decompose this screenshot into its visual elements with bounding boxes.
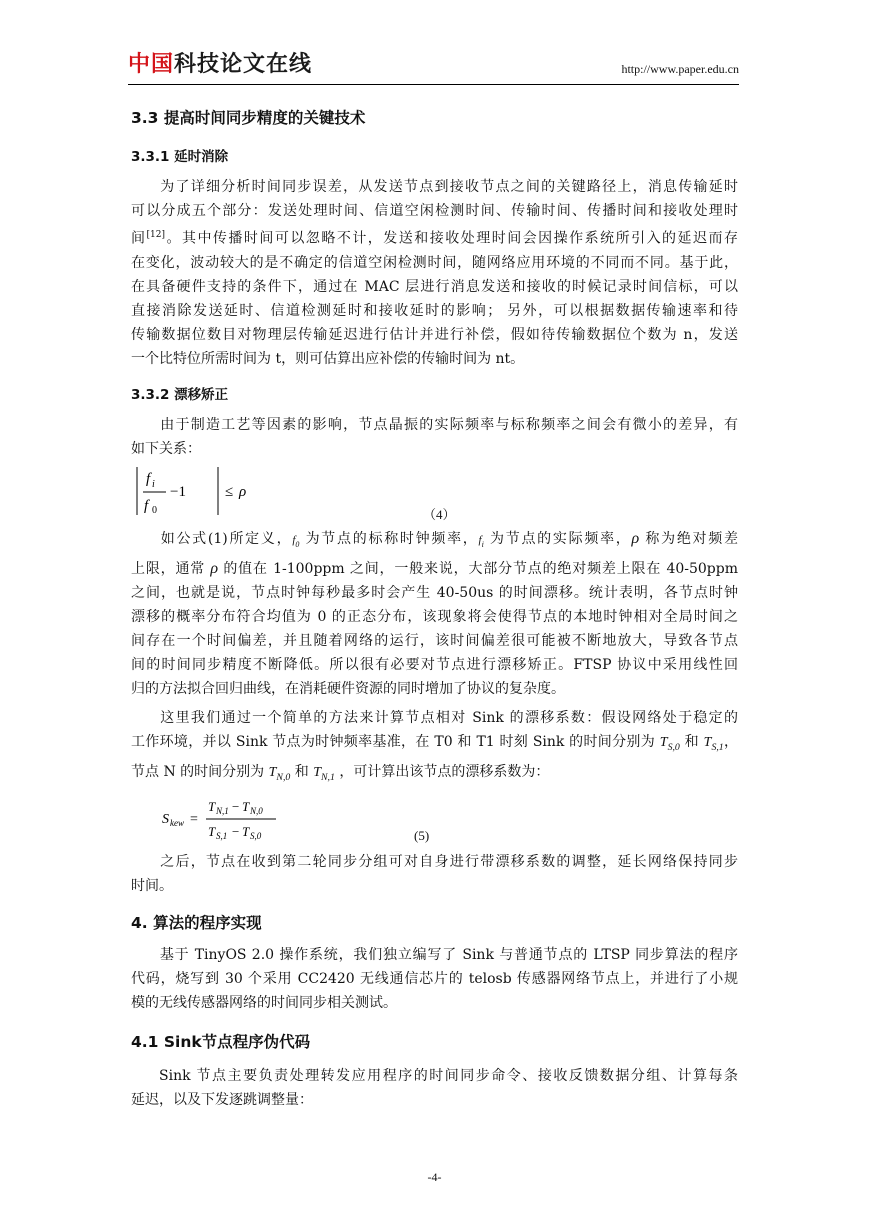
svg-text:−: − bbox=[232, 799, 240, 814]
text-line: 间存在一个时间偏差，并且随着网络的运行，该时间偏差很可能被不断地放大，导致各节点 bbox=[131, 632, 738, 649]
equation-4 bbox=[135, 465, 255, 517]
svg-text:kew: kew bbox=[170, 818, 184, 828]
header-rule bbox=[128, 84, 739, 85]
text-line: 为了详细分析时间同步误差，从发送节点到接收节点之间的关键路径上，消息传输延时 bbox=[159, 179, 738, 195]
text-line: 模的无线传感器网络的时间同步相关测试。 bbox=[131, 995, 397, 1011]
equation-5 bbox=[160, 795, 290, 843]
section-3-3-1-title: 3.3.1 延时消除 bbox=[131, 149, 229, 165]
text-line: 归的方法拟合回归曲线，在消耗硬件资源的同时增加了协议的复杂度。 bbox=[131, 680, 565, 697]
text-line: 传输数据位数目对物理层传输延迟进行估计并进行补偿，假如待传输数据位个数为 n，发送 bbox=[131, 326, 738, 343]
text-line: 工作环境，并以 Sink 节点为时钟频率基准，在 T0 和 T1 时刻 Sink 的时间分别为 $T_{S,0}$ 和 $T_{S,1}$， bbox=[131, 734, 738, 753]
text-line: Sink 节点主要负责处理转发应用程序的时间同步命令、接收反馈数据分组、计算每条 bbox=[159, 1068, 738, 1084]
svg-text:T: T bbox=[208, 799, 216, 814]
section-3-3-2-title: 3.3.2 漂移矫正 bbox=[131, 387, 229, 403]
text-line: 可以分成五个部分：发送处理时间、信道空闲检测时间、传输时间、传播时间和接收处理时 bbox=[131, 203, 738, 219]
header-url[interactable]: http://www.paper.edu.cn bbox=[621, 62, 739, 76]
text-line: 如公式(1)所定义，$f_0$ 为节点的标称时钟频率，$f_i$ 为节点的实际频率，ρ 称为绝对频差 bbox=[159, 530, 739, 549]
svg-text:−: − bbox=[232, 824, 240, 839]
svg-text:f: f bbox=[144, 498, 149, 514]
svg-text:S,1: S,1 bbox=[216, 831, 228, 841]
text-line: 之后，节点在收到第二轮同步分组可对自身进行带漂移系数的调整，延长网络保持同步 bbox=[159, 854, 738, 870]
paragraph-skew-method bbox=[131, 706, 738, 790]
text-line: 在变化，波动较大的是不确定的信道空闲检测时间，随网络应用环境的不同而不同。基于此， bbox=[131, 254, 738, 271]
page-number: -4- bbox=[427, 1170, 442, 1184]
paragraph-sink-pseudocode bbox=[131, 1064, 738, 1112]
section-3-3-title: 3.3 提高时间同步精度的关键技术 bbox=[131, 109, 366, 127]
text-line: 如下关系： bbox=[131, 441, 201, 457]
paragraph-drift-definition bbox=[131, 527, 738, 701]
text-line: 延迟，以及下发逐跳调整量： bbox=[131, 1092, 313, 1108]
paragraph-implementation bbox=[131, 943, 738, 1015]
text-line: 漂移的概率分布符合均值为 0 的正态分布，该现象将会使得节点的本地时钟相对全局时间之 bbox=[131, 608, 738, 625]
section-4-title: 4. 算法的程序实现 bbox=[131, 914, 262, 932]
text-line: 间的时间同步精度不断降低。所以很有必要对节点进行漂移矫正。FTSP 协议中采用线性回 bbox=[131, 656, 738, 673]
text-line: 基于 TinyOS 2.0 操作系统，我们独立编写了 Sink 与普通节点的 LTSP 同步算法的程序 bbox=[159, 947, 738, 963]
paragraph-delay-elimination bbox=[131, 175, 738, 371]
svg-text:i: i bbox=[152, 479, 155, 490]
svg-text:≤: ≤ bbox=[225, 484, 234, 500]
paragraph-skew-adjust bbox=[131, 850, 738, 898]
logo-red-text: 中国 bbox=[128, 52, 175, 77]
svg-text:0: 0 bbox=[152, 505, 157, 516]
svg-text:=: = bbox=[190, 812, 198, 827]
text-line: 间[12]。其中传播时间可以忽略不计，发送和接收处理时间会因操作系统所引入的延迟而存 bbox=[131, 230, 739, 247]
svg-text:f: f bbox=[146, 471, 151, 487]
equation-4-number: （4） bbox=[423, 507, 456, 522]
svg-text:T: T bbox=[242, 824, 250, 839]
svg-text:T: T bbox=[208, 824, 216, 839]
svg-text:−1: −1 bbox=[170, 484, 186, 500]
text-line: 由于制造工艺等因素的影响，节点晶振的实际频率与标称频率之间会有微小的差异，有 bbox=[159, 417, 738, 433]
text-line: 节点 N 的时间分别为 $T_{N,0}$ 和 $T_{N,1}$ ，可计算出该节点的漂移系数为： bbox=[131, 763, 550, 783]
text-line: 在具备硬件支持的条件下，通过在 MAC 层进行消息发送和接收的时候记录时间信标，可以 bbox=[131, 278, 738, 295]
text-line: 之间，也就是说，节点时钟每秒最多时会产生 40-50us 的时间漂移。统计表明，各节点时钟 bbox=[131, 584, 738, 601]
svg-text:T: T bbox=[242, 799, 250, 814]
text-line: 一个比特位所需时间为 t，则可估算出应补偿的传输时间为 nt。 bbox=[131, 350, 525, 367]
text-line: 时间。 bbox=[131, 878, 173, 894]
text-line: 上限，通常 ρ 的值在 1-100ppm 之间，一般来说，大部分节点的绝对频差上限在 40-50ppm bbox=[131, 559, 739, 577]
equation-5-number: (5) bbox=[414, 828, 430, 843]
journal-logo bbox=[128, 52, 312, 78]
svg-text:N,1: N,1 bbox=[216, 806, 229, 816]
text-line: 代码，烧写到 30 个采用 CC2420 无线通信芯片的 telosb 传感器网络节点上，并进行了小规 bbox=[131, 971, 738, 987]
text-line: 这里我们通过一个简单的方法来计算节点相对 Sink 的漂移系数：假设网络处于稳定的 bbox=[159, 710, 738, 726]
svg-text:S,0: S,0 bbox=[250, 831, 262, 841]
svg-text:ρ: ρ bbox=[239, 484, 247, 500]
section-4-1-title: 4.1 Sink节点程序伪代码 bbox=[131, 1033, 311, 1051]
svg-text:N,0: N,0 bbox=[250, 806, 263, 816]
text-line: 直接消除发送延时、信道检测延时和接收延时的影响； 另外，可以根据数据传输速率和待 bbox=[131, 302, 738, 319]
svg-text:S: S bbox=[162, 812, 169, 827]
paragraph-drift-intro bbox=[131, 413, 738, 461]
logo-dark-text: 科技论文在线 bbox=[174, 52, 313, 77]
